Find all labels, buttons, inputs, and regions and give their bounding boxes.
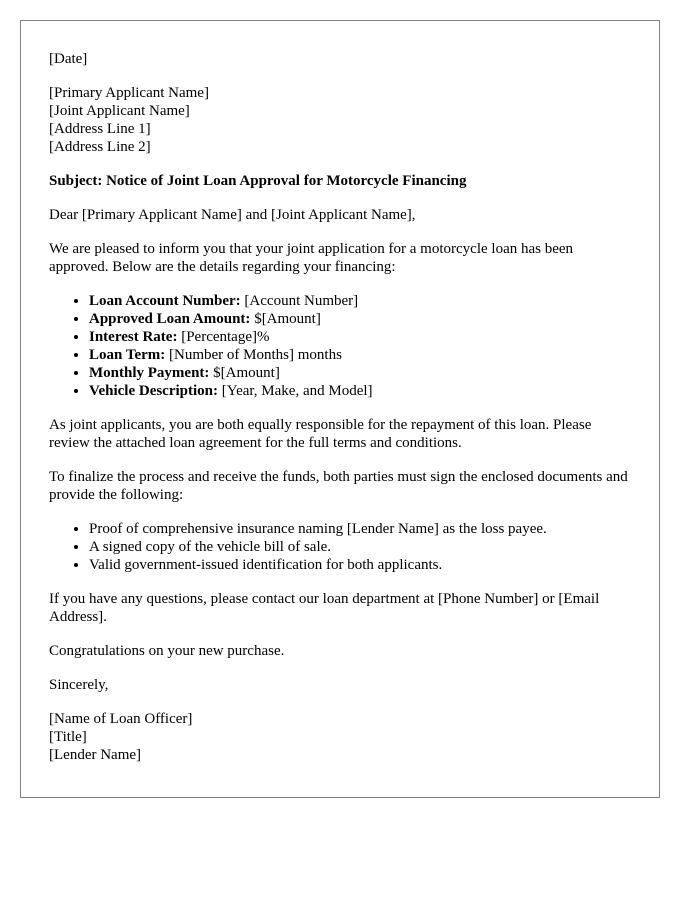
list-item: [89, 328, 631, 346]
finalize-paragraph: To finalize the process and receive the funds, both parties must sign the enclosed documents and provide the following:: [49, 469, 628, 503]
loan-details-list: [49, 292, 631, 400]
requirements-list: [49, 520, 631, 574]
detail-value: [Year, Make, and Model]: [218, 383, 373, 399]
recipient-line: [Primary Applicant Name]: [49, 85, 209, 101]
list-item: • A signed copy of the vehicle bill of sale.: [89, 538, 631, 556]
letter-salutation: Dear [Primary Applicant Name] and [Joint Applicant Name],: [49, 207, 416, 223]
list-item: • Proof of comprehensive insurance naming [Lender Name] as the loss payee.: [89, 520, 631, 538]
congrats-paragraph: Congratulations on your new purchase.: [49, 643, 285, 659]
signature-line: [Title]: [49, 729, 87, 745]
letter-subject: Subject: Notice of Joint Loan Approval for Motorcycle Financing: [49, 173, 467, 189]
list-item: [89, 310, 631, 328]
signature-line: [Lender Name]: [49, 747, 142, 763]
detail-term: Vehicle Description:: [89, 383, 219, 399]
recipient-line: [Address Line 1]: [49, 121, 151, 137]
detail-value: [Account Number]: [240, 293, 359, 309]
detail-value: [Number of Months] months: [165, 347, 342, 363]
list-item: [89, 382, 631, 400]
letter-date: [Date]: [49, 51, 88, 67]
signature-line: [Name of Loan Officer]: [49, 711, 193, 727]
list-item: [89, 292, 631, 310]
detail-value: $[Amount]: [209, 365, 280, 381]
recipient-line: [Joint Applicant Name]: [49, 103, 190, 119]
contact-paragraph: If you have any questions, please contact our loan department at [Phone Number] or [Email Address].: [49, 591, 600, 625]
list-item: [89, 364, 631, 382]
detail-term: Interest Rate:: [89, 329, 178, 345]
detail-term: Approved Loan Amount:: [89, 311, 251, 327]
letter-container: [20, 20, 660, 798]
detail-term: Monthly Payment:: [89, 365, 210, 381]
recipient-address: [49, 84, 631, 156]
letter-closing: Sincerely,: [49, 677, 109, 693]
signature-block: [49, 710, 631, 764]
detail-term: Loan Term:: [89, 347, 166, 363]
list-item: [89, 346, 631, 364]
list-item: • Valid government-issued identification for both applicants.: [89, 556, 631, 574]
responsibility-paragraph: As joint applicants, you are both equally responsible for the repayment of this loan. Please review the attached loan agreement for the full terms and conditions.: [49, 417, 592, 451]
letter-intro: We are pleased to inform you that your joint application for a motorcycle loan has been approved. Below are the details regarding your financing:: [49, 241, 574, 275]
detail-value: [Percentage]%: [177, 329, 270, 345]
detail-value: $[Amount]: [250, 311, 321, 327]
recipient-line: [Address Line 2]: [49, 139, 151, 155]
detail-term: Loan Account Number:: [89, 293, 241, 309]
